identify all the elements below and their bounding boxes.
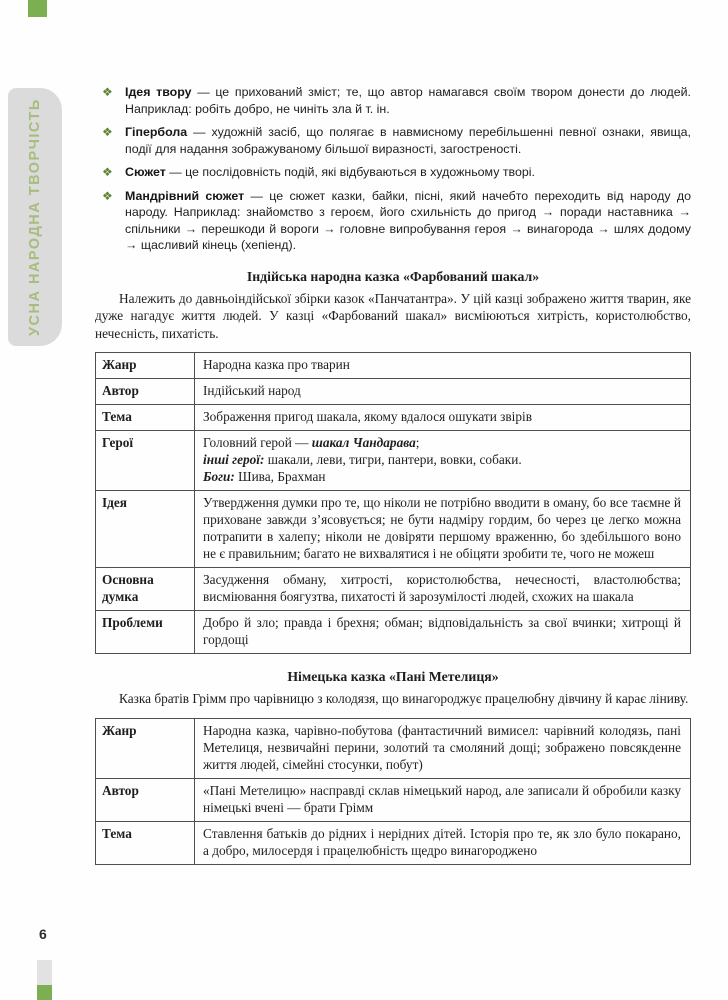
row-label: Тема: [96, 821, 195, 864]
diamond-bullet-icon: ❖: [102, 188, 113, 203]
row-value: «Пані Метелицю» насправді склав німецький народ, але записали й обробили казку німецькі вчені — брати Грімм: [195, 778, 691, 821]
page-content: [95, 84, 691, 865]
table-row: [96, 611, 691, 654]
definition-text: — це прихований зміст; те, що автор намагався своїм твором донести до людей. Наприклад: робіть добро, не чиніть зла й т. ін.: [125, 85, 691, 116]
definition-text: — це сюжет казки, байки, пісні, який начебто переходить від народу до народу. Наприклад: знайомство з героєм, його схильність до пригод → поради наставника → спільники → перешкоди й вороги → головне випробування героя → винагорода → шлях додому → щасливий кінець (хепіенд).: [125, 188, 691, 252]
row-value: Добро й зло; правда і брехня; обман; відповідальність за свої вчинки; хитрощі й гордощі: [195, 611, 691, 654]
footer-accent-square: [37, 985, 52, 1000]
table-row: [96, 353, 691, 379]
table-row: [96, 778, 691, 821]
row-label: Автор: [96, 379, 195, 405]
table-row: [96, 718, 691, 778]
definition-item: [95, 84, 691, 117]
definition-text: — це послідовність подій, які відбуваються в художньому творі.: [169, 165, 535, 179]
footer-accent-bar: [37, 960, 52, 985]
row-label: Проблеми: [96, 611, 195, 654]
row-value: Утвердження думки про те, що ніколи не потрібно вводити в оману, бо все таємне й приховане завжди зʼясовується; не бути надміру гордим, бо через це легко можна потрапити в халепу; ніколи не довіряти першому враженню, бо здебільшого воно не є правильним; багато не вихвалятися і не обіцяти зробити те, чого не можеш: [195, 491, 691, 568]
row-label: Тема: [96, 405, 195, 431]
row-value: Індійський народ: [195, 379, 691, 405]
definition-term: Ідея твору: [125, 85, 192, 99]
diamond-bullet-icon: ❖: [102, 85, 113, 99]
row-value: Ставлення батьків до рідних і нерідних дітей. Історія про те, як зло було покарано, а добро, милосердя і працелюбність щедро винагороджено: [195, 821, 691, 864]
chapter-sidebar-tab: [8, 88, 62, 346]
table-row: [96, 491, 691, 568]
definition-item: [95, 188, 691, 254]
definition-term: Мандрівний сюжет: [125, 188, 245, 203]
definitions-list: [95, 84, 691, 254]
row-value: Засудження обману, хитрості, користолюбства, нечесності, властолюбства; висміювання боягузтва, пихатості й зарозумілості людей, схожих на шакала: [195, 568, 691, 611]
definition-item: [95, 124, 691, 157]
top-left-accent-square: [28, 0, 47, 17]
table-row: [96, 568, 691, 611]
section-intro-german-tale: Казка братів Грімм про чарівницю з колодязя, що винагороджує працелюбну дівчину й карає ліниву.: [119, 691, 689, 706]
row-value: Зображення пригод шакала, якому вдалося ошукати звірів: [195, 405, 691, 431]
heroes-gods-line: Боги: Шива, Брахман: [203, 469, 326, 484]
section-title-german-tale: Німецька казка «Пані Метелиця»: [287, 669, 499, 684]
row-label: Жанр: [96, 353, 195, 379]
section-title-indian-tale: Індійська народна казка «Фарбований шакал»: [246, 268, 540, 284]
row-value: Народна казка, чарівно-побутова (фантастичний вимисел: чарівний колодязь, пані Метелиця, незвичайні перини, золотий та смоляний дощі; зображено повсякденне життя людей, сімейні стосунки, побут): [195, 718, 691, 778]
hero-name: шакал Чандарава: [311, 435, 416, 450]
row-label: Ідея: [96, 491, 195, 568]
diamond-bullet-icon: ❖: [102, 165, 113, 179]
definition-text: — художній засіб, що полягає в навмисному перебільшенні певної ознаки, явища, події для надання зображуваному більшої виразності, загостреності.: [125, 125, 691, 156]
definition-term: Сюжет: [125, 165, 166, 179]
definition-term: Гіпербола: [125, 125, 188, 139]
german-tale-summary-table: [95, 718, 691, 865]
table-row: [96, 405, 691, 431]
chapter-sidebar-label: УСНА НАРОДНА ТВОРЧІСТЬ: [27, 98, 43, 336]
row-value: [195, 431, 691, 491]
heroes-main-line: Головний герой — шакал Чандарава;: [203, 435, 420, 450]
table-row: [96, 431, 691, 491]
page-number: 6: [39, 926, 47, 942]
table-row: [96, 821, 691, 864]
row-label: Основна думка: [96, 568, 195, 611]
table-row: [96, 379, 691, 405]
row-label: Жанр: [96, 718, 195, 778]
row-value: Народна казка про тварин: [195, 353, 691, 379]
row-label: Герої: [96, 431, 195, 491]
definition-item: [95, 164, 691, 181]
indian-tale-summary-table: [95, 352, 691, 654]
section-intro-indian-tale: Належить до давньоіндійської збірки казок «Панчатантра». У цій казці зображено життя тварин, яке дуже нагадує життя людей. У казці «Фарбований шакал» висміюються хитрість, користолюбство, нечесність, пихатість.: [95, 290, 691, 341]
diamond-bullet-icon: ❖: [102, 125, 113, 139]
heroes-others-line: інші герої: шакали, леви, тигри, пантери, вовки, собаки.: [203, 452, 522, 467]
row-label: Автор: [96, 778, 195, 821]
